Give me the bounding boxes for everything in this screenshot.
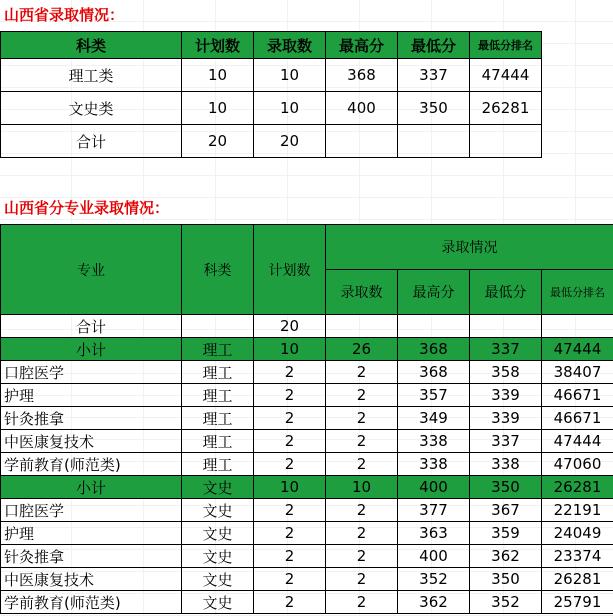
cell-plan: 20 — [182, 125, 254, 158]
cell-lowest: 339 — [470, 407, 542, 430]
cell-highest: 368 — [326, 59, 398, 92]
cell-plan: 20 — [254, 315, 326, 338]
cell-admitted: 2 — [326, 591, 398, 614]
cell-highest: 377 — [398, 499, 470, 522]
cell-lowest — [470, 315, 542, 338]
cell-lowest-rank: 47444 — [542, 338, 613, 361]
cell-major: 护理 — [1, 522, 182, 545]
cell-category: 文史类 — [1, 92, 182, 125]
cell-admitted: 20 — [254, 125, 326, 158]
cell-admitted: 10 — [326, 476, 398, 499]
cell-plan: 2 — [254, 430, 326, 453]
cell-highest: 368 — [398, 338, 470, 361]
cell-highest: 349 — [398, 407, 470, 430]
cell-plan: 2 — [254, 407, 326, 430]
cell-lowest-rank: 24049 — [542, 522, 613, 545]
table-row — [1, 522, 613, 545]
cell-lowest-rank: 46671 — [542, 407, 613, 430]
cell-category: 理工 — [182, 407, 254, 430]
cell-lowest-rank: 46671 — [542, 384, 613, 407]
cell-lowest-rank — [470, 125, 542, 158]
cell-category: 理工 — [182, 453, 254, 476]
cell-plan: 2 — [254, 545, 326, 568]
header-lowest: 最低分 — [470, 270, 542, 315]
cell-category: 理工 — [182, 361, 254, 384]
cell-admitted: 2 — [326, 522, 398, 545]
cell-major: 针灸推拿 — [1, 545, 182, 568]
cell-admitted: 2 — [326, 453, 398, 476]
cell-category: 文史 — [182, 522, 254, 545]
cell-highest: 352 — [398, 568, 470, 591]
cell-lowest-rank: 47444 — [470, 59, 542, 92]
cell-admitted: 2 — [326, 361, 398, 384]
cell-admitted — [326, 315, 398, 338]
major-admission-table — [0, 224, 613, 614]
cell-lowest: 350 — [398, 92, 470, 125]
cell-major: 中医康复技术 — [1, 430, 182, 453]
cell-plan: 10 — [182, 92, 254, 125]
cell-lowest: 339 — [470, 384, 542, 407]
cell-highest: 363 — [398, 522, 470, 545]
cell-highest: 338 — [398, 453, 470, 476]
cell-plan: 10 — [254, 476, 326, 499]
total-row — [1, 315, 613, 338]
header-category: 科类 — [1, 32, 182, 59]
header-category: 科类 — [182, 225, 254, 315]
cell-major: 学前教育(师范类) — [1, 591, 182, 614]
cell-highest: 400 — [326, 92, 398, 125]
header-major: 专业 — [1, 225, 182, 315]
cell-category: 文史 — [182, 568, 254, 591]
cell-admitted: 10 — [254, 59, 326, 92]
cell-major: 学前教育(师范类) — [1, 453, 182, 476]
cell-admitted: 10 — [254, 92, 326, 125]
cell-major: 小计 — [1, 476, 182, 499]
header-admitted: 录取数 — [254, 32, 326, 59]
cell-admitted: 2 — [326, 407, 398, 430]
cell-lowest-rank: 25791 — [542, 591, 613, 614]
cell-lowest: 338 — [470, 453, 542, 476]
cell-admitted: 2 — [326, 430, 398, 453]
cell-admitted: 2 — [326, 499, 398, 522]
table-row — [1, 361, 613, 384]
cell-admitted: 26 — [326, 338, 398, 361]
cell-major: 合计 — [1, 315, 182, 338]
cell-lowest: 367 — [470, 499, 542, 522]
cell-lowest-rank: 38407 — [542, 361, 613, 384]
cell-lowest-rank: 26281 — [542, 568, 613, 591]
table-row — [1, 59, 542, 92]
table-row — [1, 125, 542, 158]
cell-lowest: 352 — [470, 591, 542, 614]
cell-plan: 10 — [182, 59, 254, 92]
table-row — [1, 384, 613, 407]
subtotal-row — [1, 476, 613, 499]
header-admission-group: 录取情况 — [326, 225, 613, 270]
table-row — [1, 453, 613, 476]
cell-category: 文史 — [182, 545, 254, 568]
table-row — [1, 545, 613, 568]
cell-highest: 338 — [398, 430, 470, 453]
cell-lowest: 350 — [470, 568, 542, 591]
cell-major: 针灸推拿 — [1, 407, 182, 430]
cell-lowest-rank: 47060 — [542, 453, 613, 476]
cell-lowest-rank: 47444 — [542, 430, 613, 453]
cell-highest: 368 — [398, 361, 470, 384]
cell-category: 理工类 — [1, 59, 182, 92]
cell-lowest: 337 — [470, 338, 542, 361]
cell-highest: 400 — [398, 476, 470, 499]
cell-plan: 2 — [254, 384, 326, 407]
cell-lowest: 358 — [470, 361, 542, 384]
table-header-row — [1, 32, 542, 59]
cell-plan: 2 — [254, 522, 326, 545]
cell-plan: 2 — [254, 361, 326, 384]
cell-lowest — [398, 125, 470, 158]
header-plan: 计划数 — [182, 32, 254, 59]
cell-lowest-rank: 26281 — [470, 92, 542, 125]
section-title-province-admission: 山西省录取情况： — [4, 6, 125, 24]
header-lowest-rank: 最低分排名 — [470, 32, 542, 59]
cell-major: 口腔医学 — [1, 361, 182, 384]
cell-category: 理工 — [182, 384, 254, 407]
cell-highest — [326, 125, 398, 158]
cell-admitted: 2 — [326, 545, 398, 568]
header-lowest: 最低分 — [398, 32, 470, 59]
cell-lowest: 337 — [398, 59, 470, 92]
cell-major: 小计 — [1, 338, 182, 361]
cell-lowest: 350 — [470, 476, 542, 499]
cell-admitted: 2 — [326, 568, 398, 591]
cell-category: 理工 — [182, 338, 254, 361]
cell-highest: 400 — [398, 545, 470, 568]
header-plan: 计划数 — [254, 225, 326, 315]
cell-lowest: 362 — [470, 545, 542, 568]
province-admission-table — [0, 31, 542, 158]
cell-admitted: 2 — [326, 384, 398, 407]
cell-lowest-rank: 22191 — [542, 499, 613, 522]
table-row — [1, 407, 613, 430]
header-highest: 最高分 — [326, 32, 398, 59]
cell-category: 文史 — [182, 476, 254, 499]
cell-lowest: 337 — [470, 430, 542, 453]
cell-highest: 357 — [398, 384, 470, 407]
table-header-row — [1, 225, 613, 270]
cell-category: 合计 — [1, 125, 182, 158]
cell-major: 护理 — [1, 384, 182, 407]
section-title-major-admission: 山西省分专业录取情况： — [4, 199, 170, 217]
table-row — [1, 568, 613, 591]
cell-plan: 2 — [254, 591, 326, 614]
table-row — [1, 499, 613, 522]
cell-major: 中医康复技术 — [1, 568, 182, 591]
header-highest: 最高分 — [398, 270, 470, 315]
cell-plan: 2 — [254, 568, 326, 591]
cell-major: 口腔医学 — [1, 499, 182, 522]
table-row — [1, 92, 542, 125]
cell-lowest-rank: 23374 — [542, 545, 613, 568]
cell-category: 文史 — [182, 591, 254, 614]
cell-category: 文史 — [182, 499, 254, 522]
subtotal-row — [1, 338, 613, 361]
cell-plan: 2 — [254, 499, 326, 522]
cell-highest: 362 — [398, 591, 470, 614]
table-row — [1, 591, 613, 614]
header-admitted: 录取数 — [326, 270, 398, 315]
cell-highest — [398, 315, 470, 338]
cell-category — [182, 315, 254, 338]
cell-category: 理工 — [182, 430, 254, 453]
cell-plan: 2 — [254, 453, 326, 476]
cell-lowest-rank: 26281 — [542, 476, 613, 499]
cell-lowest-rank — [542, 315, 613, 338]
cell-lowest: 359 — [470, 522, 542, 545]
header-lowest-rank: 最低分排名 — [542, 270, 613, 315]
cell-plan: 10 — [254, 338, 326, 361]
table-row — [1, 430, 613, 453]
